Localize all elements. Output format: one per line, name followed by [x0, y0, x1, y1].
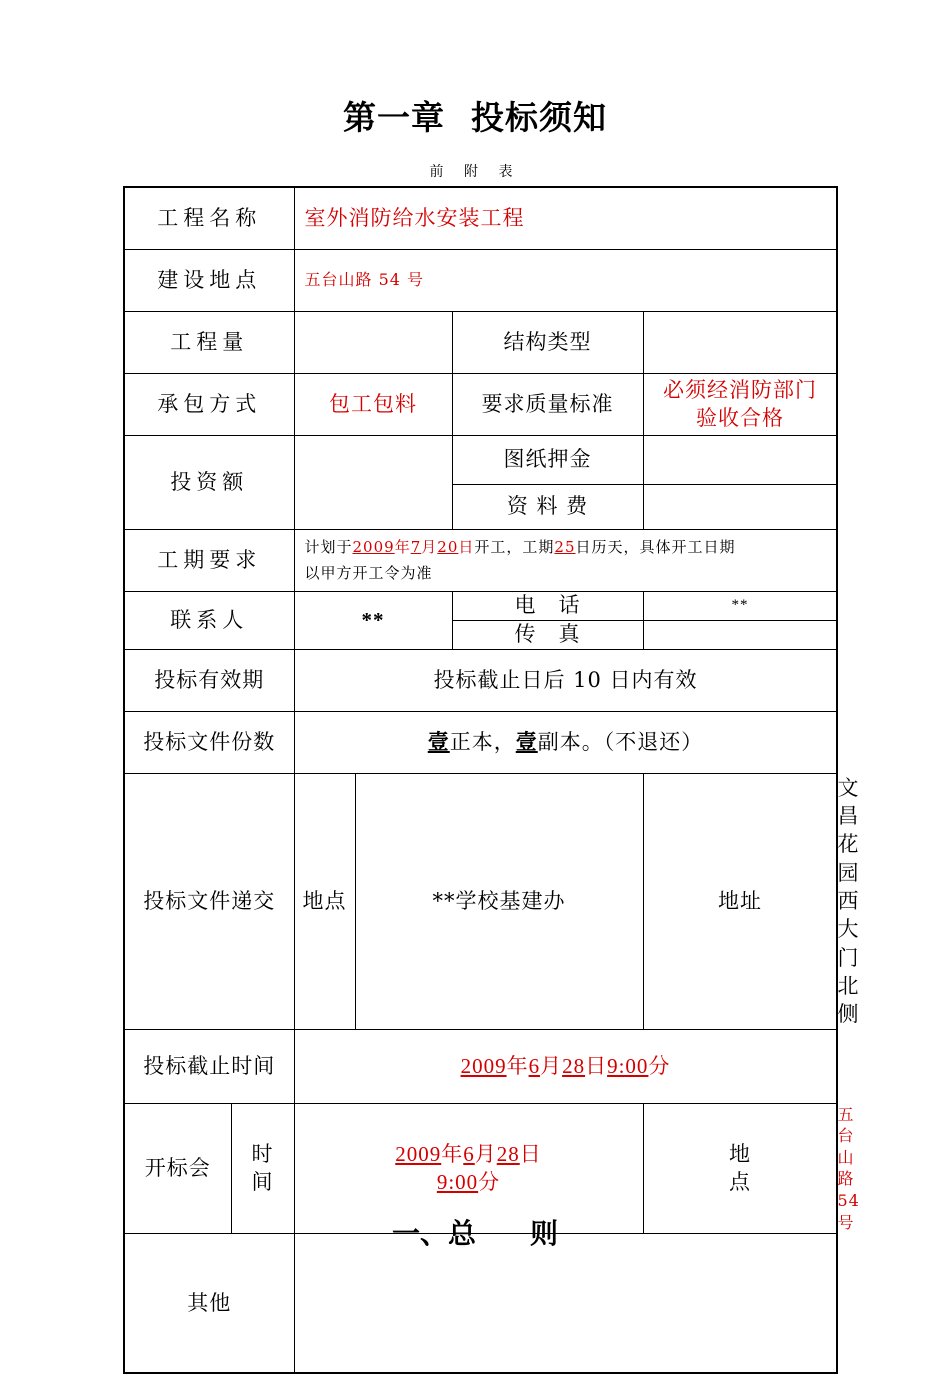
address-line-2: 北侧 [837, 973, 860, 1027]
deadline-month: 6 [528, 1053, 541, 1078]
structure-type-value [643, 311, 837, 373]
deadline-unit: 年 [506, 1053, 529, 1078]
quality-standard-label: 要求质量标准 [452, 373, 643, 435]
table-row [124, 311, 837, 373]
deadline-day: 28 [562, 1053, 586, 1078]
time-label-2: 间 [251, 1170, 274, 1195]
start-month: 7 [410, 537, 422, 556]
opening-month: 6 [463, 1142, 475, 1167]
deadline-unit: 日 [585, 1053, 608, 1078]
start-day-unit: 日 [458, 537, 475, 556]
material-fee-label: 资 料 费 [452, 484, 643, 529]
schedule-text: 开工，工期 [474, 537, 555, 556]
fax-value [643, 620, 837, 649]
deadline-year: 2009 [460, 1053, 507, 1078]
address-line-1: 文昌花园西大门 [837, 775, 860, 970]
chapter-number: 第一章 [343, 98, 445, 137]
schedule-text: 日历天，具体开工日期 [575, 537, 736, 556]
duration-days: 25 [554, 537, 576, 556]
opening-unit: 年 [441, 1142, 464, 1167]
submission-place-value: **学校基建办 [355, 773, 643, 1029]
investment-value [294, 435, 452, 529]
table-row [124, 373, 837, 435]
schedule-label: 工期要求 [124, 529, 294, 591]
phone-value: ** [643, 591, 837, 620]
contract-method-value: 包工包料 [294, 373, 452, 435]
start-year-unit: 年 [394, 537, 411, 556]
quality-standard-value [643, 373, 837, 435]
section-heading [0, 1212, 950, 1252]
deadline-unit: 月 [540, 1053, 563, 1078]
contact-label: 联系人 [124, 591, 294, 649]
opening-unit: 日 [519, 1142, 542, 1167]
quality-line-1: 必须经消防部门 [663, 377, 817, 402]
table-row [124, 187, 837, 249]
section-heading-part1: 一、总 [391, 1217, 476, 1250]
time-label-1: 时 [251, 1142, 274, 1167]
quantity-value [294, 311, 452, 373]
contact-value: ** [294, 591, 452, 649]
copy-count: 壹 [515, 728, 538, 754]
deadline-time: 9:00 [607, 1053, 649, 1078]
submission-address-label: 地址 [643, 773, 837, 1029]
place-label-2: 点 [729, 1170, 751, 1195]
place-label-1: 地 [729, 1142, 751, 1167]
table-row [124, 1234, 837, 1373]
copies-text: 正本， [449, 729, 516, 754]
submission-label: 投标文件递交 [124, 773, 294, 1029]
other-value [294, 1234, 837, 1373]
project-name-label: 工程名称 [124, 187, 294, 249]
copies-value [294, 711, 837, 773]
structure-type-label: 结构类型 [452, 311, 643, 373]
table-row [124, 773, 837, 1029]
location-label: 建设地点 [124, 249, 294, 311]
validity-label: 投标有效期 [124, 649, 294, 711]
opening-day: 28 [496, 1142, 520, 1167]
chapter-title [0, 92, 950, 139]
project-name-value: 室外消防给水安装工程 [294, 187, 837, 249]
section-heading-part2: 则 [530, 1217, 559, 1250]
location-value: 五台山路 54 号 [294, 249, 837, 311]
table-row [124, 249, 837, 311]
schedule-text: 计划于 [304, 537, 353, 556]
bid-info-table [123, 186, 860, 1374]
opening-time: 9:00 [436, 1170, 479, 1195]
fax-label: 传 真 [452, 620, 643, 649]
deadline-value [294, 1029, 837, 1103]
table-row [124, 649, 837, 711]
opening-year: 2009 [395, 1142, 442, 1167]
start-day: 20 [437, 537, 459, 556]
deadline-unit: 分 [648, 1053, 671, 1078]
phone-label: 电 话 [452, 591, 643, 620]
original-count: 壹 [427, 728, 450, 754]
copies-label: 投标文件份数 [124, 711, 294, 773]
schedule-note: 以甲方开工令为准 [304, 564, 433, 582]
contract-method-label: 承包方式 [124, 373, 294, 435]
investment-label: 投资额 [124, 435, 294, 529]
opening-unit: 分 [478, 1170, 501, 1195]
other-label: 其他 [124, 1234, 294, 1373]
drawing-deposit-value [643, 435, 837, 484]
schedule-value [294, 529, 837, 591]
quantity-label: 工程量 [124, 311, 294, 373]
opening-unit: 月 [474, 1142, 497, 1167]
table-row [124, 711, 837, 773]
table-row [124, 529, 837, 591]
drawing-deposit-label: 图纸押金 [452, 435, 643, 484]
submission-place-label: 地点 [294, 773, 355, 1029]
quality-line-2: 验收合格 [696, 406, 784, 430]
opening-label: 开标会 [124, 1103, 231, 1234]
start-month-unit: 月 [421, 537, 438, 556]
deadline-label: 投标截止时间 [124, 1029, 294, 1103]
table-row [124, 1029, 837, 1103]
table-row: 开标会 时 间 2009年6月28日 9:00分 地 点 五台山路 54 号 [124, 1103, 837, 1234]
material-fee-value [643, 484, 837, 529]
table-row [124, 435, 837, 484]
start-year: 2009 [352, 537, 395, 556]
table-caption: 前 附 表 [429, 164, 521, 180]
copies-text: 副本。（不退还） [537, 729, 704, 754]
chapter-name: 投标须知 [471, 98, 607, 137]
table-row [124, 591, 837, 620]
validity-value: 投标截止日后 10 日内有效 [294, 649, 837, 711]
